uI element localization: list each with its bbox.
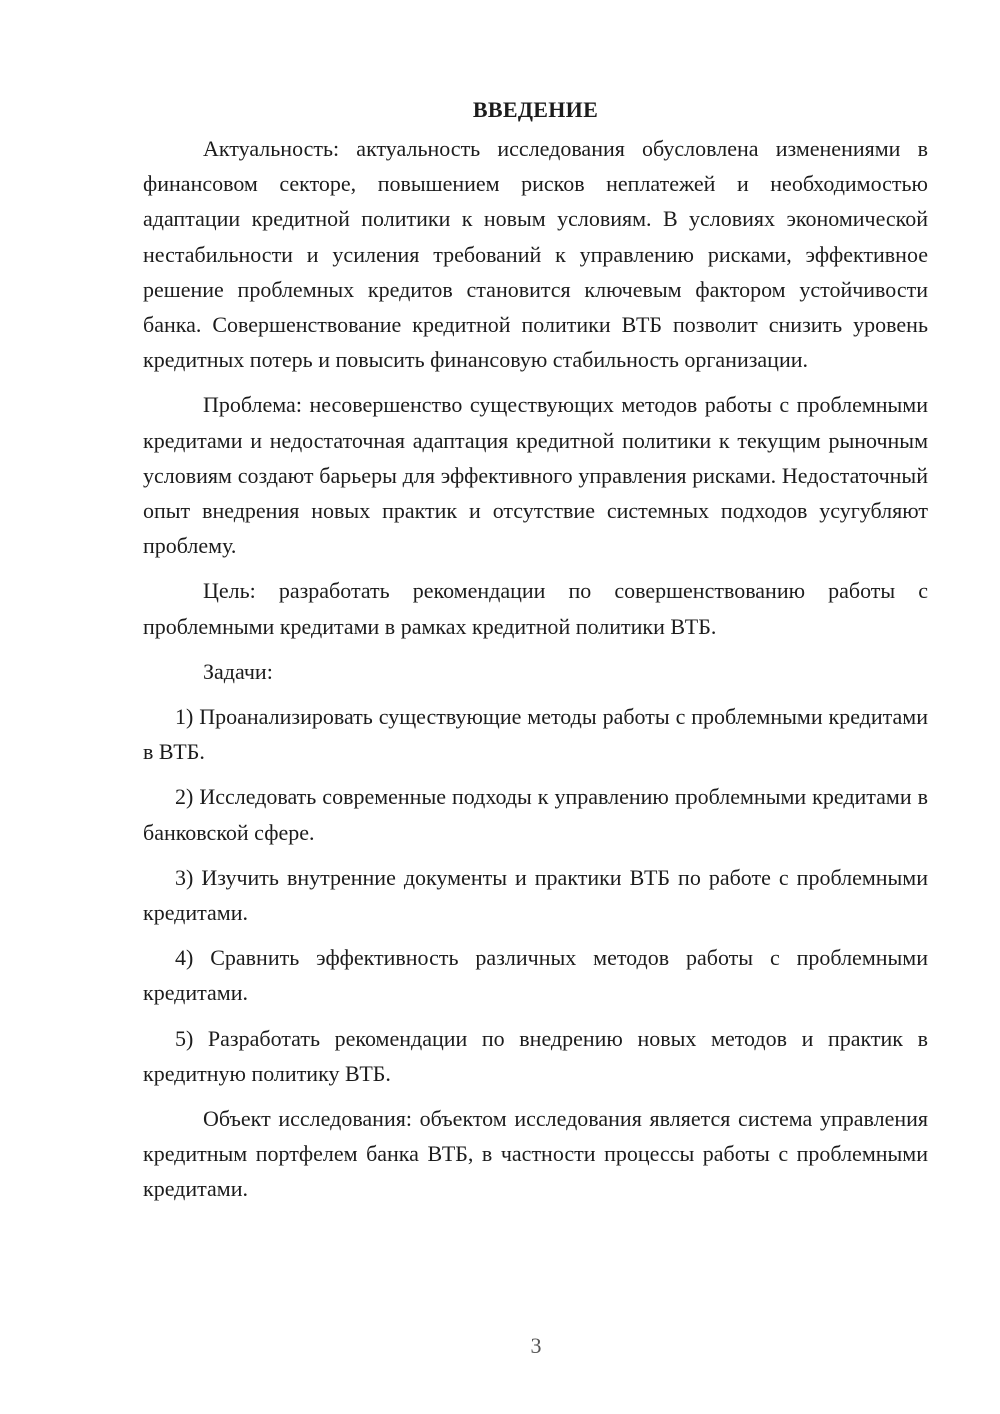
relevance-paragraph: Актуальность: актуальность исследования обусловлена изменениями в финансовом секторе, повышением рисков неплатежей и необходимостью адаптации кредитной политики к новым условиям. В условиях экономической нестабильности и усиления требований к управлению рисками, эффективное решение проблемных кредитов становится ключевым фактором устойчивости банка. Совершенствование кредитной политики ВТБ позволит снизить уровень кредитных потерь и повысить финансовую стабильность организации. [143, 136, 928, 373]
task-item-5: 5) Разработать рекомендации по внедрению новых методов и практик в кредитную политику ВТБ. [143, 1025, 928, 1086]
goal-paragraph: Цель: разработать рекомендации по совершенствованию работы с проблемными кредитами в рамках кредитной политики ВТБ. [143, 578, 928, 639]
task-item-3: 3) Изучить внутренние документы и практики ВТБ по работе с проблемными кредитами. [143, 864, 928, 926]
task-item-4: 4) Сравнить эффективность различных методов работы с проблемными кредитами. [143, 945, 928, 1006]
task-item-2: 2) Исследовать современные подходы к управлению проблемными кредитами в банковской сфере. [143, 784, 928, 845]
section-heading: ВВЕДЕНИЕ [472, 97, 599, 122]
tasks-label: Задачи: [203, 658, 273, 684]
task-item-1: 1) Проанализировать существующие методы работы с проблемными кредитами в ВТБ. [143, 704, 928, 765]
page-number: 3 [530, 1333, 542, 1358]
problem-paragraph: Проблема: несовершенство существующих методов работы с проблемными кредитами и недостаточная адаптация кредитной политики к текущим рыночным условиям создают барьеры для эффективного управления рисками. Недостаточный опыт внедрения новых практик и отсутствие системных подходов усугубляют проблему. [143, 392, 928, 559]
page-content [143, 95, 928, 1217]
object-paragraph: Объект исследования: объектом исследования является система управления кредитным портфелем банка ВТБ, в частности процессы работы с проблемными кредитами. [143, 1106, 928, 1202]
